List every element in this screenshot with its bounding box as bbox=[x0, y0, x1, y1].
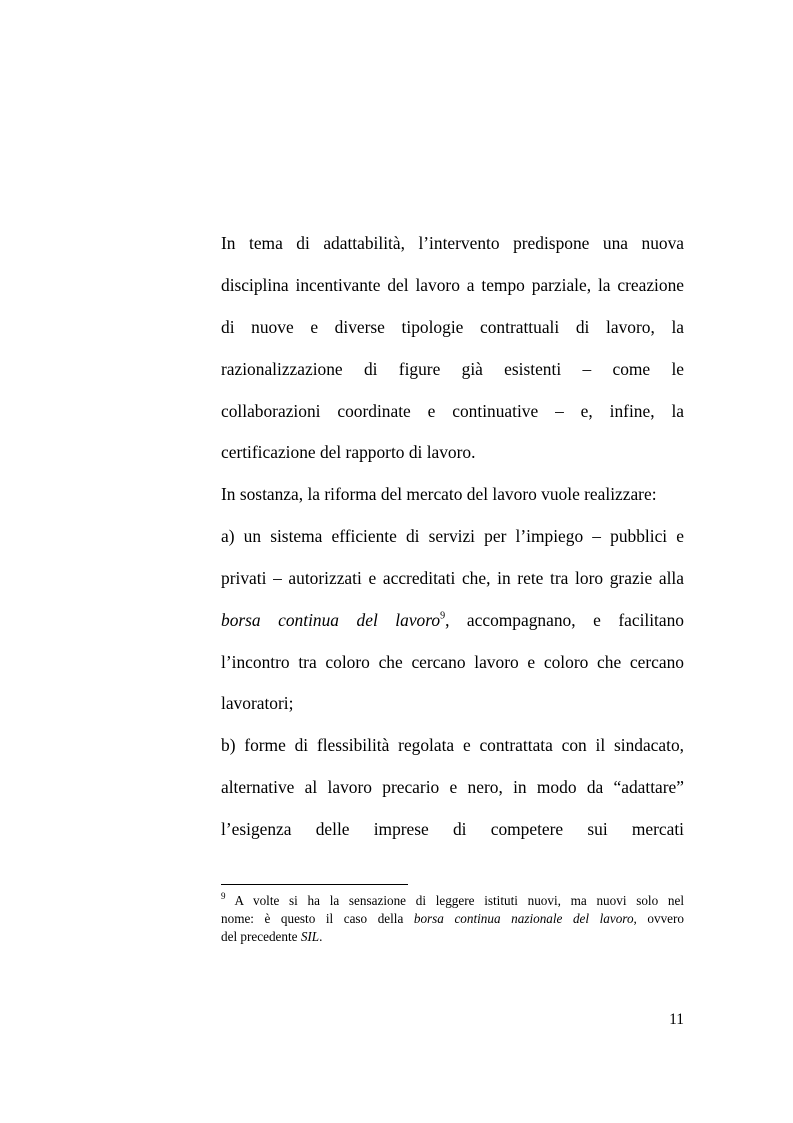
body-line: b) forme di flessibilità regolata e contrattata con il sindacato, bbox=[221, 735, 684, 755]
footnote-text: A volte si ha la sensazione di leggere istituti nuovi, ma nuovi solo nel bbox=[234, 893, 684, 908]
page-number: 11 bbox=[669, 1011, 684, 1028]
italic-term: borsa continua del lavoro bbox=[221, 610, 441, 630]
footnote-italic: borsa continua nazionale del lavoro bbox=[413, 911, 634, 926]
body-line: lavoratori; bbox=[221, 693, 294, 713]
footnote-reference: 9 bbox=[440, 610, 446, 622]
body-line: di nuove e diverse tipologie contrattuali di lavoro, la bbox=[221, 317, 684, 337]
footnote-text: . bbox=[319, 929, 323, 944]
body-line: certificazione del rapporto di lavoro. bbox=[221, 442, 476, 462]
body-line: razionalizzazione di figure già esistenti – come le bbox=[221, 359, 684, 379]
footnote-line bbox=[221, 892, 684, 909]
footnote-divider bbox=[221, 884, 408, 885]
body-line: alternative al lavoro precario e nero, in modo da “adattare” bbox=[221, 777, 684, 797]
footnote-text: del precedente bbox=[221, 929, 301, 944]
footnote-italic: SIL bbox=[300, 929, 320, 944]
body-line: In tema di adattabilità, l’intervento predispone una nuova bbox=[221, 233, 684, 253]
footnote-text: , ovvero bbox=[633, 911, 685, 926]
body-line: l’esigenza delle imprese di competere sui mercati bbox=[221, 819, 684, 839]
body-line: privati – autorizzati e accreditati che, in rete tra loro grazie alla bbox=[221, 568, 684, 588]
footnote-line bbox=[221, 910, 684, 927]
footnote-text: nome: è questo il caso della bbox=[221, 911, 414, 926]
footnote-line bbox=[221, 928, 684, 945]
body-line: collaborazioni coordinate e continuative – e, infine, la bbox=[221, 401, 684, 421]
body-line: In sostanza, la riforma del mercato del lavoro vuole realizzare: bbox=[221, 484, 657, 504]
body-line: l’incontro tra coloro che cercano lavoro e coloro che cercano bbox=[221, 652, 684, 672]
body-line-with-footnote-ref bbox=[221, 610, 684, 631]
body-line: disciplina incentivante del lavoro a tempo parziale, la creazione bbox=[221, 275, 684, 295]
body-line: a) un sistema efficiente di servizi per l’impiego – pubblici e bbox=[221, 526, 684, 546]
footnote-number: 9 bbox=[221, 891, 226, 902]
body-line-rest: , accompagnano, e facilitano bbox=[445, 610, 685, 630]
